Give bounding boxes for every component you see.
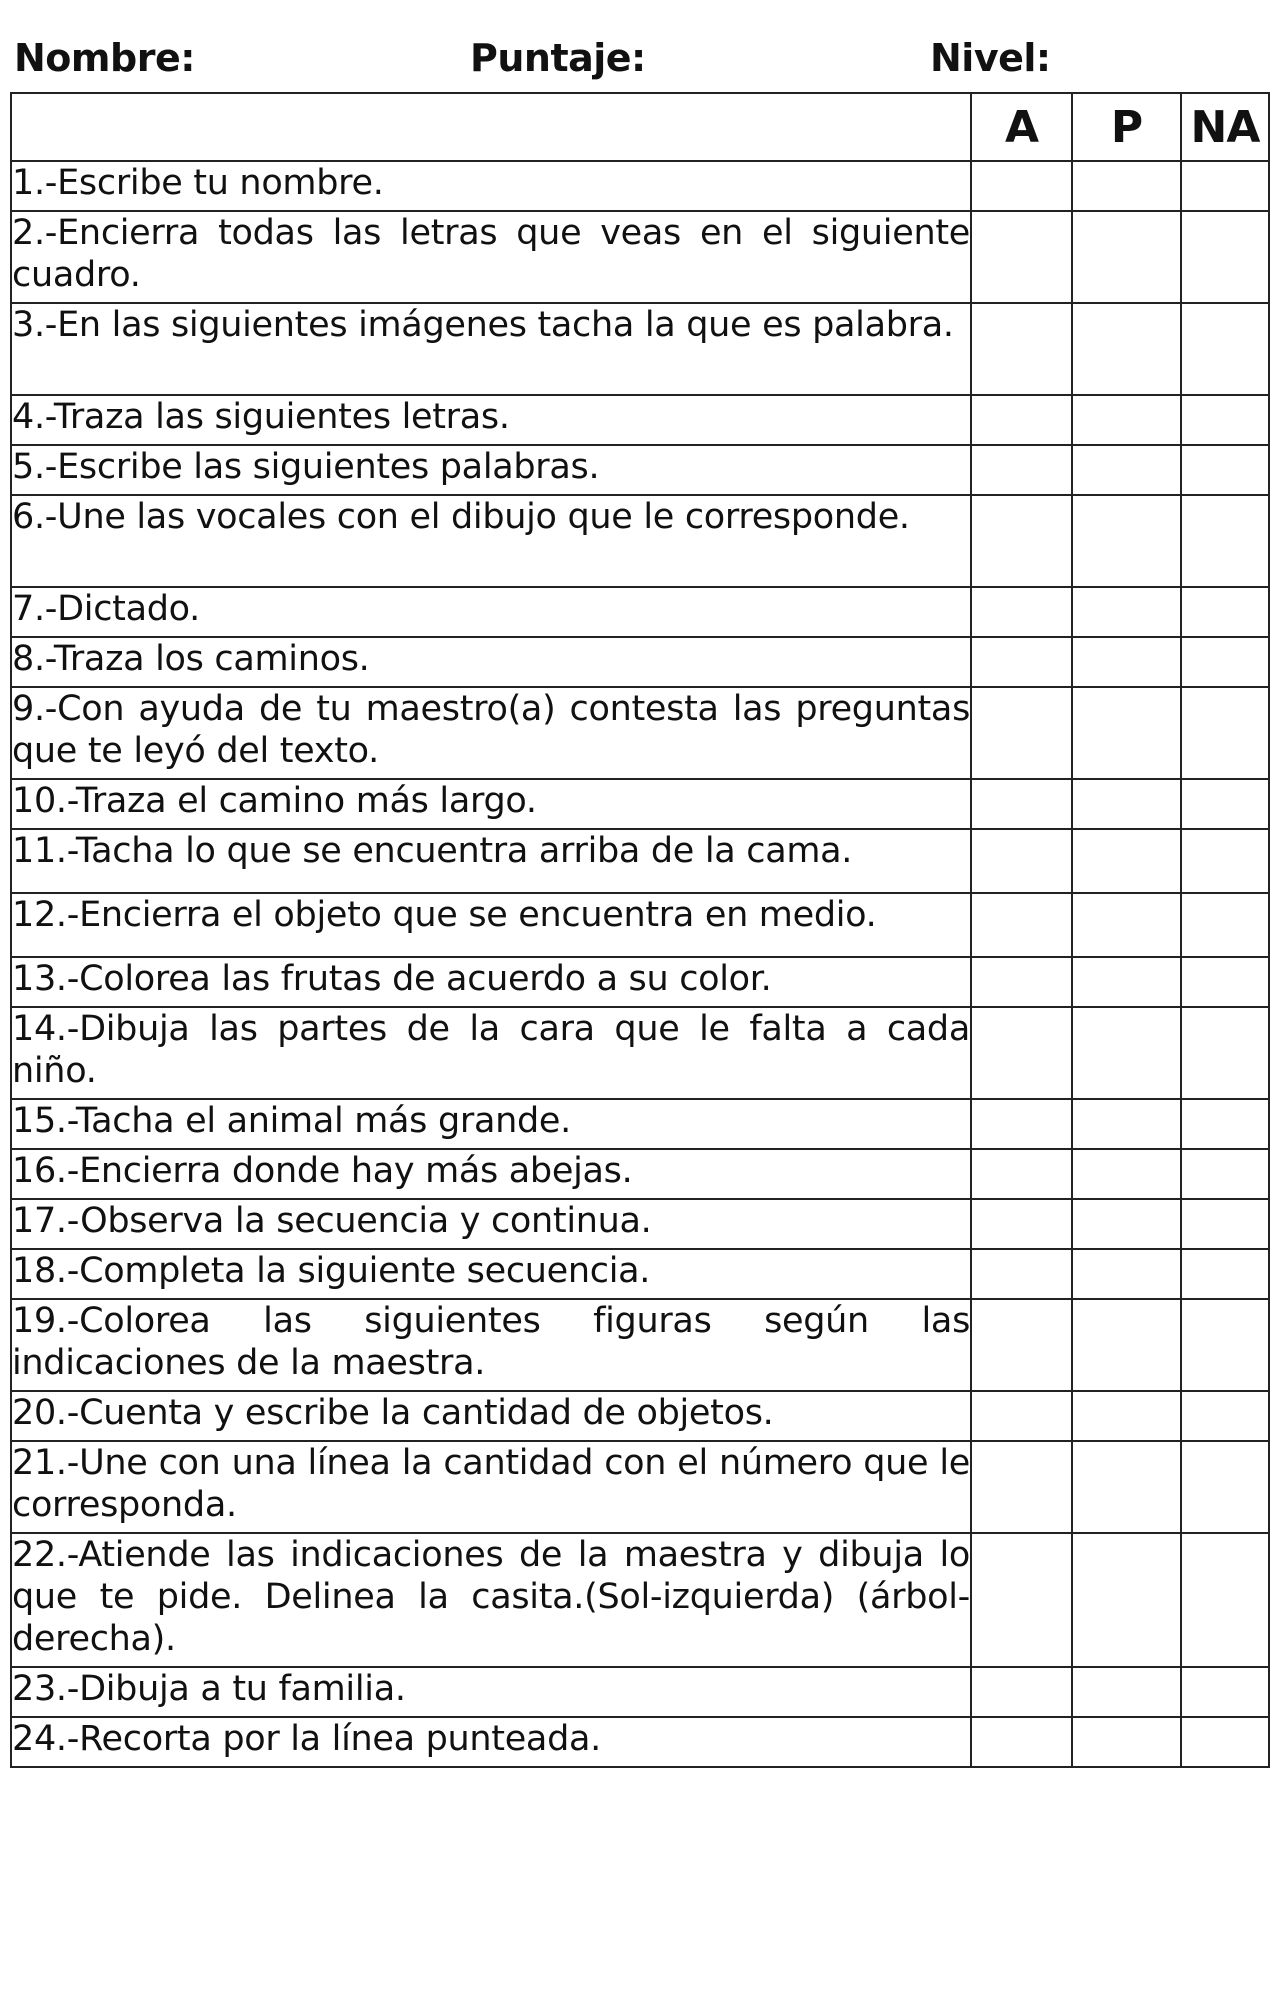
item-text: 14.-Dibuja las partes de la cara que le falta a cada niño. — [11, 1007, 971, 1099]
mark-na-cell[interactable] — [1181, 1391, 1269, 1441]
table-row — [11, 303, 1269, 395]
mark-a-cell[interactable] — [971, 1099, 1072, 1149]
item-text: 17.-Observa la secuencia y continua. — [11, 1199, 971, 1249]
mark-p-cell[interactable] — [1072, 587, 1181, 637]
mark-na-cell[interactable] — [1181, 395, 1269, 445]
item-text: 12.-Encierra el objeto que se encuentra en medio. — [11, 893, 971, 957]
mark-a-cell[interactable] — [971, 1391, 1072, 1441]
mark-p-cell[interactable] — [1072, 957, 1181, 1007]
mark-a-cell[interactable] — [971, 1199, 1072, 1249]
score-label: Puntaje: — [470, 36, 646, 80]
mark-a-cell[interactable] — [971, 445, 1072, 495]
mark-p-cell[interactable] — [1072, 495, 1181, 587]
column-a-header: A — [971, 93, 1072, 161]
mark-p-cell[interactable] — [1072, 893, 1181, 957]
mark-na-cell[interactable] — [1181, 1533, 1269, 1667]
item-text: 2.-Encierra todas las letras que veas en el siguiente cuadro. — [11, 211, 971, 303]
mark-na-cell[interactable] — [1181, 637, 1269, 687]
item-text: 11.-Tacha lo que se encuentra arriba de la cama. — [11, 829, 971, 893]
mark-p-cell[interactable] — [1072, 1249, 1181, 1299]
mark-a-cell[interactable] — [971, 1249, 1072, 1299]
item-text: 22.-Atiende las indicaciones de la maestra y dibuja lo que te pide. Delinea la casita.(Sol-izquierda) (árbol-derecha). — [11, 1533, 971, 1667]
table-row — [11, 957, 1269, 1007]
mark-a-cell[interactable] — [971, 779, 1072, 829]
name-label: Nombre: — [14, 36, 195, 80]
mark-na-cell[interactable] — [1181, 211, 1269, 303]
mark-p-cell[interactable] — [1072, 1667, 1181, 1717]
mark-a-cell[interactable] — [971, 1441, 1072, 1533]
table-row — [11, 445, 1269, 495]
item-text: 5.-Escribe las siguientes palabras. — [11, 445, 971, 495]
mark-a-cell[interactable] — [971, 957, 1072, 1007]
mark-a-cell[interactable] — [971, 1007, 1072, 1099]
item-text: 19.-Colorea las siguientes figuras según las indicaciones de la maestra. — [11, 1299, 971, 1391]
mark-p-cell[interactable] — [1072, 1149, 1181, 1199]
table-row — [11, 779, 1269, 829]
item-text: 7.-Dictado. — [11, 587, 971, 637]
mark-na-cell[interactable] — [1181, 687, 1269, 779]
mark-a-cell[interactable] — [971, 637, 1072, 687]
mark-na-cell[interactable] — [1181, 829, 1269, 893]
table-row — [11, 1391, 1269, 1441]
item-text: 13.-Colorea las frutas de acuerdo a su color. — [11, 957, 971, 1007]
mark-na-cell[interactable] — [1181, 1099, 1269, 1149]
mark-na-cell[interactable] — [1181, 445, 1269, 495]
item-text: 6.-Une las vocales con el dibujo que le corresponde. — [11, 495, 971, 587]
item-text: 1.-Escribe tu nombre. — [11, 161, 971, 211]
mark-p-cell[interactable] — [1072, 1441, 1181, 1533]
table-row — [11, 1149, 1269, 1199]
mark-na-cell[interactable] — [1181, 1667, 1269, 1717]
mark-p-cell[interactable] — [1072, 1717, 1181, 1767]
item-text: 4.-Traza las siguientes letras. — [11, 395, 971, 445]
table-row — [11, 829, 1269, 893]
mark-na-cell[interactable] — [1181, 1149, 1269, 1199]
mark-a-cell[interactable] — [971, 161, 1072, 211]
table-row — [11, 1249, 1269, 1299]
table-row — [11, 687, 1269, 779]
mark-a-cell[interactable] — [971, 303, 1072, 395]
table-row — [11, 1199, 1269, 1249]
mark-a-cell[interactable] — [971, 893, 1072, 957]
table-row — [11, 587, 1269, 637]
mark-p-cell[interactable] — [1072, 395, 1181, 445]
mark-na-cell[interactable] — [1181, 161, 1269, 211]
mark-p-cell[interactable] — [1072, 211, 1181, 303]
item-text: 15.-Tacha el animal más grande. — [11, 1099, 971, 1149]
mark-a-cell[interactable] — [971, 687, 1072, 779]
mark-a-cell[interactable] — [971, 495, 1072, 587]
mark-na-cell[interactable] — [1181, 1007, 1269, 1099]
level-label: Nivel: — [930, 36, 1051, 80]
mark-p-cell[interactable] — [1072, 303, 1181, 395]
mark-a-cell[interactable] — [971, 1533, 1072, 1667]
mark-na-cell[interactable] — [1181, 303, 1269, 395]
table-row — [11, 1007, 1269, 1099]
item-text: 9.-Con ayuda de tu maestro(a) contesta las preguntas que te leyó del texto. — [11, 687, 971, 779]
mark-a-cell[interactable] — [971, 1299, 1072, 1391]
mark-p-cell[interactable] — [1072, 445, 1181, 495]
mark-a-cell[interactable] — [971, 1149, 1072, 1199]
mark-a-cell[interactable] — [971, 829, 1072, 893]
mark-p-cell[interactable] — [1072, 687, 1181, 779]
table-row — [11, 637, 1269, 687]
mark-na-cell[interactable] — [1181, 1441, 1269, 1533]
mark-na-cell[interactable] — [1181, 495, 1269, 587]
mark-na-cell[interactable] — [1181, 957, 1269, 1007]
mark-na-cell[interactable] — [1181, 779, 1269, 829]
table-row — [11, 495, 1269, 587]
mark-p-cell[interactable] — [1072, 1533, 1181, 1667]
evaluation-checklist — [10, 92, 1270, 1768]
item-text: 23.-Dibuja a tu familia. — [11, 1667, 971, 1717]
mark-na-cell[interactable] — [1181, 587, 1269, 637]
item-text: 16.-Encierra donde hay más abejas. — [11, 1149, 971, 1199]
column-na-header: NA — [1181, 93, 1269, 161]
mark-p-cell[interactable] — [1072, 1391, 1181, 1441]
mark-p-cell[interactable] — [1072, 829, 1181, 893]
mark-p-cell[interactable] — [1072, 1199, 1181, 1249]
table-row — [11, 1717, 1269, 1767]
item-text: 10.-Traza el camino más largo. — [11, 779, 971, 829]
column-p-header: P — [1072, 93, 1181, 161]
mark-p-cell[interactable] — [1072, 779, 1181, 829]
mark-p-cell[interactable] — [1072, 161, 1181, 211]
item-text: 24.-Recorta por la línea punteada. — [11, 1717, 971, 1767]
item-text: 20.-Cuenta y escribe la cantidad de objetos. — [11, 1391, 971, 1441]
item-text: 21.-Une con una línea la cantidad con el número que le corresponda. — [11, 1441, 971, 1533]
mark-p-cell[interactable] — [1072, 1007, 1181, 1099]
mark-p-cell[interactable] — [1072, 1099, 1181, 1149]
header — [0, 30, 1276, 90]
item-text: 8.-Traza los caminos. — [11, 637, 971, 687]
table-row — [11, 1533, 1269, 1667]
mark-p-cell[interactable] — [1072, 1299, 1181, 1391]
mark-p-cell[interactable] — [1072, 637, 1181, 687]
table-row — [11, 893, 1269, 957]
mark-na-cell[interactable] — [1181, 1717, 1269, 1767]
table-row — [11, 1667, 1269, 1717]
table-row — [11, 161, 1269, 211]
mark-a-cell[interactable] — [971, 1667, 1072, 1717]
mark-na-cell[interactable] — [1181, 1199, 1269, 1249]
header-item-cell — [11, 93, 971, 161]
table-row — [11, 395, 1269, 445]
mark-a-cell[interactable] — [971, 395, 1072, 445]
table-row — [11, 1299, 1269, 1391]
table-row — [11, 211, 1269, 303]
item-text: 3.-En las siguientes imágenes tacha la que es palabra. — [11, 303, 971, 395]
header-row — [11, 93, 1269, 161]
mark-a-cell[interactable] — [971, 1717, 1072, 1767]
mark-na-cell[interactable] — [1181, 1299, 1269, 1391]
mark-na-cell[interactable] — [1181, 1249, 1269, 1299]
table-row — [11, 1099, 1269, 1149]
item-text: 18.-Completa la siguiente secuencia. — [11, 1249, 971, 1299]
table-row — [11, 1441, 1269, 1533]
mark-na-cell[interactable] — [1181, 893, 1269, 957]
mark-a-cell[interactable] — [971, 211, 1072, 303]
mark-a-cell[interactable] — [971, 587, 1072, 637]
